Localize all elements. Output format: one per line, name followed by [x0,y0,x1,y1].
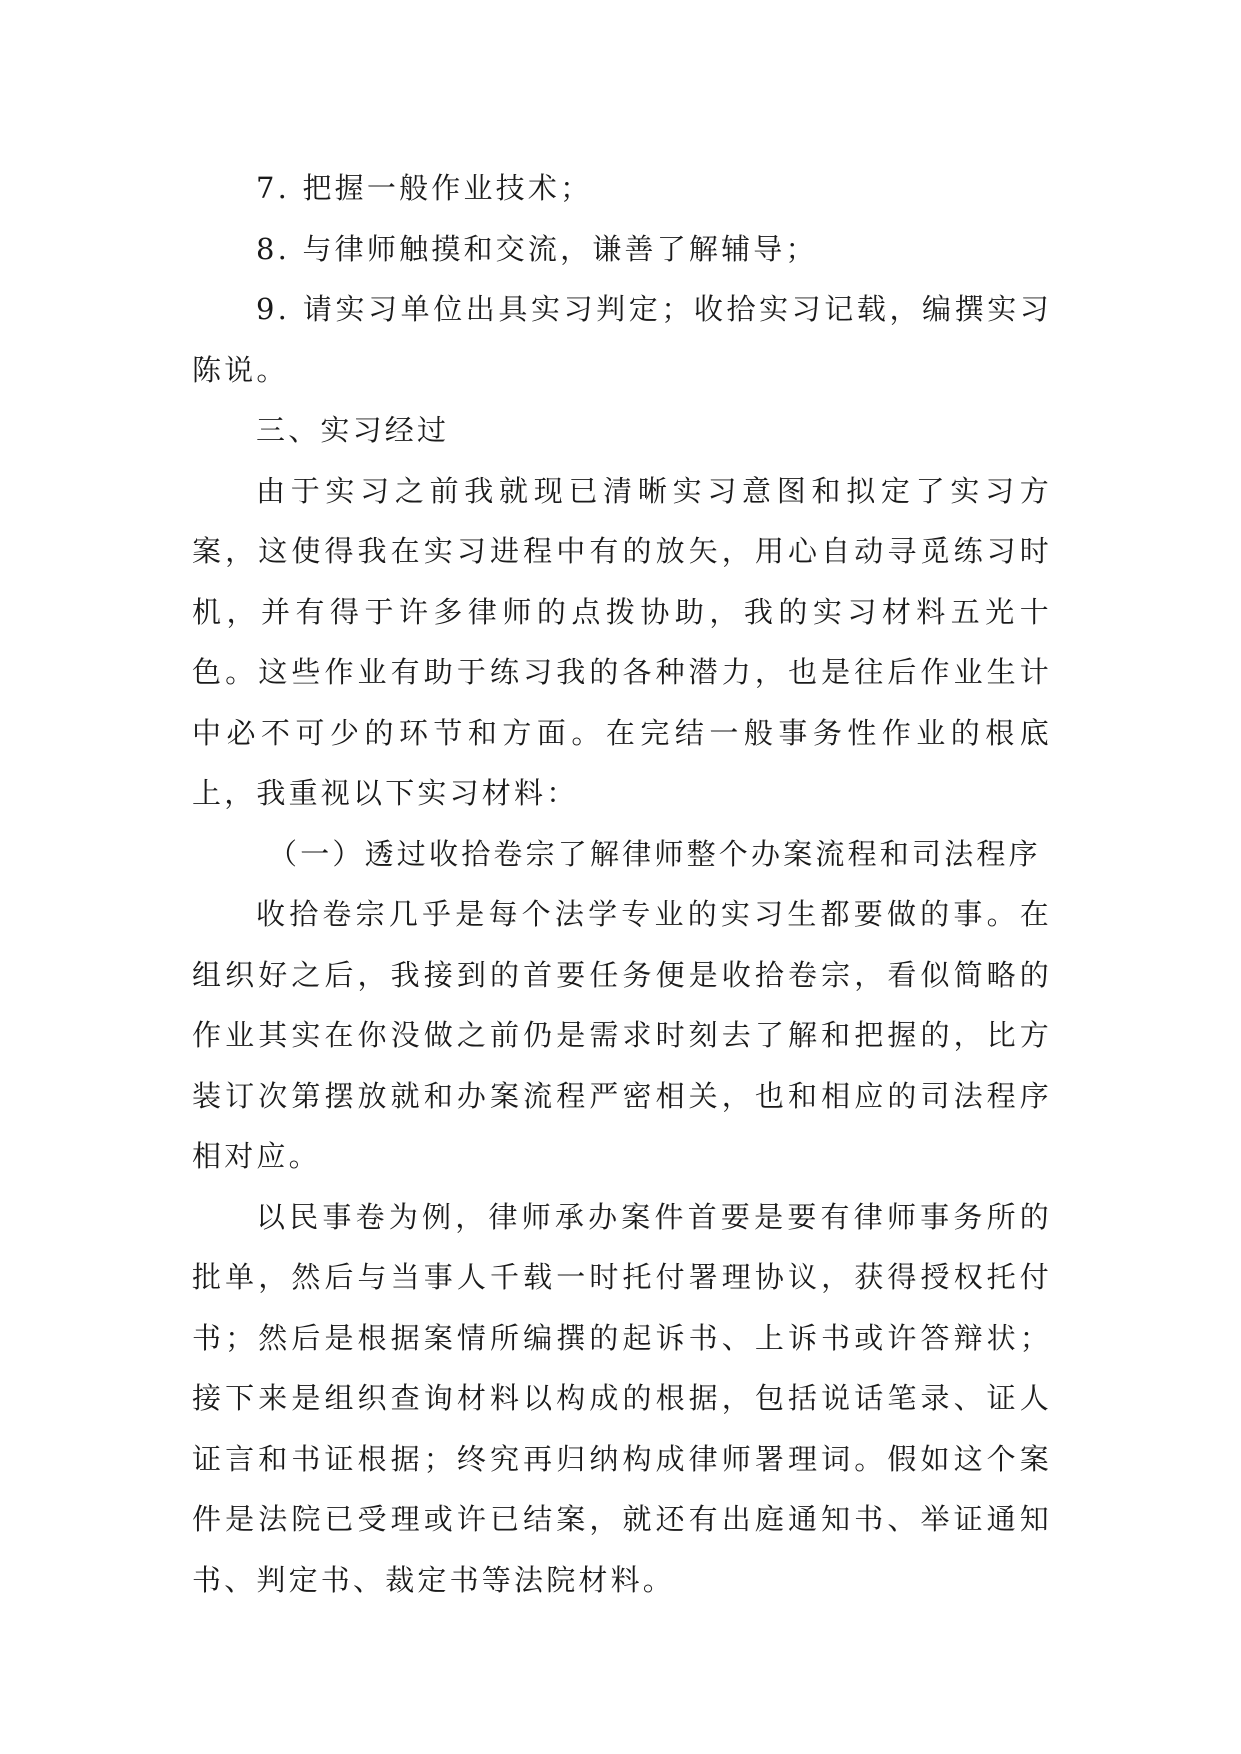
list-item-7: 7. 把握一般作业技术； [256,171,593,205]
paragraph-civil-case: 以民事卷为例，律师承办案件首要是要有律师事务所的批单，然后与当事人千载一时托付署理协议，获得授权托付书；然后是根据案情所编撰的起诉书、上诉书或许答辩状；接下来是组织查询材料以构成的根据，包括说话笔录、证人证言和书证根据；终究再归纳构成律师署理词。假如这个案件是法院已受理或许已结案，就还有出庭通知书、举证通知书、判定书、裁定书等法院材料。 [192,1199,1052,1597]
document-body [192,158,1052,1610]
paragraph-files: 收拾卷宗几乎是每个法学专业的实习生都要做的事。在组织好之后，我接到的首要任务便是收拾卷宗，看似简略的作业其实在你没做之前仍是需求时刻去了解和把握的，比方装订次第摆放就和办案流程严密相关，也和相应的司法程序相对应。 [192,897,1052,1173]
list-item-9: 9. 请实习单位出具实习判定；收拾实习记载，编撰实习陈说。 [192,292,1052,387]
subsection-heading-1: （一）透过收拾卷宗了解律师整个办案流程和司法程序 [268,836,1041,871]
paragraph-intro: 由于实习之前我就现已清晰实习意图和拟定了实习方案，这使得我在实习进程中有的放矢，用心自动寻觅练习时机，并有得于许多律师的点拨协助，我的实习材料五光十色。这些作业有助于练习我的各种潜力，也是往后作业生计中必不可少的环节和方面。在完结一般事务性作业的根底上，我重视以下实习材料： [192,473,1052,810]
list-item-8: 8. 与律师触摸和交流，谦善了解辅导； [256,231,818,266]
section-heading-internship-process: 三、实习经过 [256,413,450,447]
